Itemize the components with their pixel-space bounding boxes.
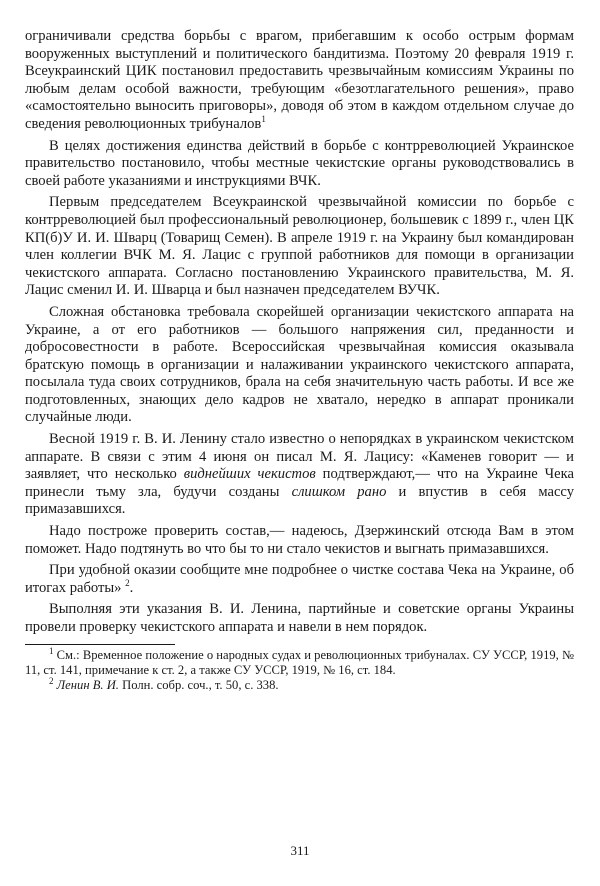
text-run: ограничивали средства борьбы с врагом, прибегавшим к особо острым формам вооруженных выступлений и политического бандитизма. Поэтому 20 февраля 1919 г. Всеукраинский ЦИК постановил предоставить чрезвычайным комиссиям Украины по любым делам особой важности, требующим «безотлагательного решения», право «самостоятельно выносить приговоры», доводя об этом в каждом отдельном случае до сведения революционных трибуналов xyxy=(25,28,574,132)
text-run: Весной 1919 г. В. И. Ленину стало известно о непорядках в украинском чекистском аппарате. В связи с этим 4 июня он писал М. Я. Лацису: «Каменев говорит — и заявляет, что несколько xyxy=(25,431,574,483)
paragraph-4 xyxy=(25,304,574,427)
text-run: Первым председателем Всеукраинской чрезвычайной комиссии по борьбе с контрреволюцией был профессиональный революционер, большевик с 1899 г., член ЦК КП(б)У И. И. Шварц (Товарищ Семен). В апреле 1919 г. на Украину был командирован член коллегии ВЧК М. Я. Лацис с группой работников для помощи в организации чекистского аппарата. Согласно постановлению Украинского правительства, М. Я. Лацис сменил И. И. Шварца и был назначен председателем ВУЧК. xyxy=(25,194,574,299)
footnotes xyxy=(25,645,574,693)
paragraph-2 xyxy=(25,138,574,191)
page-number: 311 xyxy=(290,843,310,858)
paragraph-7 xyxy=(25,562,574,597)
text-run: В целях достижения единства действий в борьбе с контрреволюцией Украинское правительство постановило, чтобы местные чекистские органы руководствовались в своей работе указаниями и инструкциями ВЧК. xyxy=(25,137,574,189)
paragraph-3 xyxy=(25,194,574,300)
footnote-marker: 2 xyxy=(49,675,54,686)
footnote-ref-1: 1 xyxy=(261,114,266,125)
text-run: При удобной оказии сообщите мне подробнее о чистке состава Чека на Украине, об итогах работы» xyxy=(25,562,574,596)
footnote-ref-2: 2 xyxy=(125,577,130,588)
text-run: и впустив в себя массу примазавшихся. xyxy=(25,483,575,518)
italic-run: виднейших чекистов xyxy=(183,466,316,483)
footnote-divider xyxy=(25,644,175,645)
footnote-2 xyxy=(25,675,574,693)
text-run: Сложная обстановка требовала скорейшей организации чекистского аппарата на Украине, а от его работников — большого напряжения сил, преданности и добросовестности в работе. Всероссийская чрезвычайная комиссия оказывала братскую помощь в организации и налаживании украинского чекистского аппарата, посылала туда своих сотрудников, брала на себя значительную часть работы. И все же подготовленных, знающих дело кадров не хватало, нередко в аппарат проникали случайные люди. xyxy=(25,303,574,426)
paragraph-1 xyxy=(25,28,574,134)
body-text xyxy=(25,28,574,637)
text-run: подтверждают,— что на Украине Чека принесли тьму зла, будучи созданы xyxy=(25,466,574,500)
footnote-text: См.: Временное положение о народных судах и революционных трибуналах. СУ УССР, 1919, № 11, ст. 141, примечание к ст. 2, а также СУ УССР, 1919, № 16, ст. 184. xyxy=(25,647,574,677)
footnote-text: Полн. собр. соч., т. 50, с. 338. xyxy=(118,677,279,692)
text-run: Выполняя эти указания В. И. Ленина, партийные и советские органы Украины провели проверку чекистского аппарата и навели в нем порядок. xyxy=(25,601,574,635)
footnote-author: Ленин В. И. xyxy=(56,677,119,692)
paragraph-5 xyxy=(25,431,574,519)
text-run: Надо построже проверить состав,— надеюсь, Дзержинский отсюда Вам в этом поможет. Надо подтянуть во что бы то ни стало чекистов и выгнать примазавшихся. xyxy=(25,523,574,557)
italic-run: слишком рано xyxy=(291,483,387,500)
footnote-1 xyxy=(25,645,574,678)
document-page xyxy=(25,28,574,693)
text-run: . xyxy=(129,579,134,596)
footnote-marker: 1 xyxy=(49,645,54,656)
paragraph-8 xyxy=(25,601,574,636)
paragraph-6 xyxy=(25,523,574,558)
